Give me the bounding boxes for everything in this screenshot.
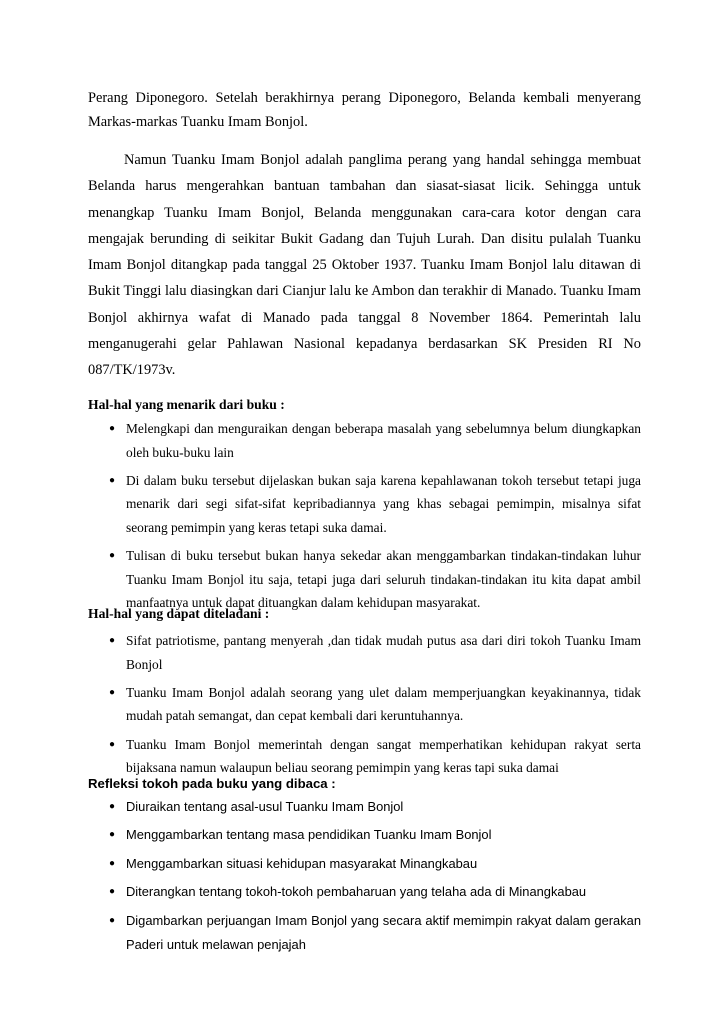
list-item-text: Digambarkan perjuangan Imam Bonjol yang secara aktif memimpin rakyat dalam gerakan Paderi untuk melawan penjajah [126,912,641,953]
bullet-icon: ● [109,635,116,646]
bullet-icon: ● [109,886,116,898]
list-item [88,417,641,464]
bullet-icon: ● [109,857,116,869]
section-heading-interesting: Hal-hal yang menarik dari buku : [88,397,285,412]
list-item-text: Melengkapi dan menguraikan dengan beberapa masalah yang sebelumnya belum diungkapkan oleh buku-buku lain [126,421,641,460]
bullet-icon: ● [109,474,116,486]
list-item [88,733,641,780]
main-paragraph: Namun Tuanku Imam Bonjol adalah panglima perang yang handal sehingga membuat Belanda harus mengerahkan bantuan tambahan dan siasat-siasat licik. Sehingga untuk menangkap Tuanku Imam Bonjol, Belanda menggunakan cara-cara kotor dengan cara mengajak berunding di seikitar Bukit Gadang dan Tujuh Lurah. Dan disitu pulalah Tuanku Imam Bonjol ditangkap pada tanggal 25 Oktober 1937. Tuanku Imam Bonjol lalu ditawan di Bukit Tinggi lalu diasingkan dari Cianjur lalu ke Ambon dan terakhir di Manado. Tuanku Imam Bonjol akhirnya wafat di Manado pada tanggal 8 November 1864. Pemerintah lalu menganugerahi gelar Pahlawan Nasional kepadanya berdasarkan SK Presiden RI No 087/TK/1973v. [88,152,641,379]
reflection-list [88,795,641,961]
bullet-icon: ● [109,738,116,750]
bullet-icon: ● [109,801,116,812]
list-item-text: Sifat patriotisme, pantang menyerah ,dan tidak mudah putus asa dari diri tokoh Tuanku Imam Bonjol [126,633,641,672]
list-item [88,681,641,728]
list-item [88,909,641,958]
list-item-text: Di dalam buku tersebut dijelaskan bukan saja karena kepahlawanan tokoh tersebut tetapi juga menarik dari segi sifat-sifat kepribadiannya yang khas sebagai pemimpin, misalnya sifat seorang pemimpin yang keras tetapi suka damai. [126,472,641,535]
list-item [88,469,641,540]
section-heading-exemplary: Hal-hal yang dapat diteladani : [88,606,270,621]
list-item [88,823,641,847]
bullet-icon: ● [109,914,116,926]
list-item-text: Menggambarkan tentang masa pendidikan Tuanku Imam Bonjol [126,827,492,843]
bullet-icon: ● [109,829,116,841]
list-item-text: Tulisan di buku tersebut bukan hanya sekedar akan menggambarkan tindakan-tindakan luhur Tuanku Imam Bonjol itu saja, tetapi juga dari seluruh tindakan-tindakan itu kita dapat ambil manfaatnya untuk dapat dituangkan dalam kehidupan masyarakat. [126,548,641,611]
list-item [88,795,641,819]
list-item [88,852,641,876]
bullet-icon: ● [109,423,116,434]
list-item-text: Diuraikan tentang asal-usul Tuanku Imam Bonjol [126,799,404,814]
list-item-text: Tuanku Imam Bonjol memerintah dengan sangat memperhatikan kehidupan rakyat serta bijaksana namun walaupun beliau seorang pemimpin yang keras tapi suka damai [126,736,641,776]
section-heading-reflection: Refleksi tokoh pada buku yang dibaca : [88,776,336,791]
list-item [88,544,641,615]
exemplary-list [88,629,641,784]
interesting-list [88,417,641,620]
list-item-text: Diterangkan tentang tokoh-tokoh pembaharuan yang telaha ada di Minangkabau [126,884,587,900]
list-item [88,629,641,676]
list-item [88,880,641,904]
list-item-text: Menggambarkan situasi kehidupan masyarakat Minangkabau [126,855,478,871]
list-item-text: Tuanku Imam Bonjol adalah seorang yang ulet dalam memperjuangkan keyakinannya, tidak mudah patah semangat, dan cepat kembali dari keruntuhannya. [126,684,641,724]
intro-paragraph: Perang Diponegoro. Setelah berakhirnya perang Diponegoro, Belanda kembali menyerang Markas-markas Tuanku Imam Bonjol. [88,90,641,130]
bullet-icon: ● [109,550,116,562]
bullet-icon: ● [109,686,116,698]
